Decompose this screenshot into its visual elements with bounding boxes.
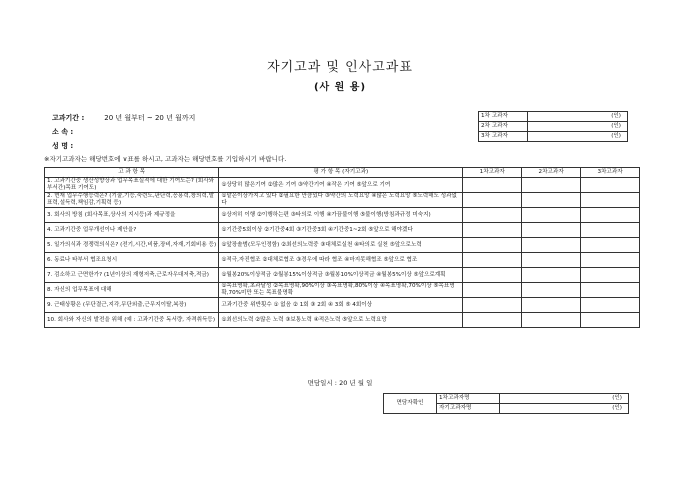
row-criteria: 고과기간중 위반횟수 ① 없음 ② 1회 ③ 2회 ④ 3회 ⑤ 4회이상 [219, 298, 463, 313]
row-criteria: ①상당히 많은기여 ②많은 기여 ③약간기여 ④작은 기여 ⑤앞으로 기여 [219, 178, 463, 193]
score-cell-1[interactable] [463, 193, 522, 208]
score-cell-2[interactable] [522, 238, 581, 253]
score-cell-3[interactable] [581, 283, 640, 298]
score-cell-3[interactable] [581, 208, 640, 223]
reviewer-sign: (인) [528, 112, 628, 122]
row-item: 9. 근태상황은 (무단결근,지각,무단외출,근무지이탈,복장) [45, 298, 219, 313]
table-row [45, 178, 640, 193]
score-cell-2[interactable] [522, 313, 581, 328]
score-cell-1[interactable] [463, 208, 522, 223]
score-cell-2[interactable] [522, 268, 581, 283]
score-cell-3[interactable] [581, 223, 640, 238]
row-criteria: ①월봉20%이상적금 ②월봉15%이상적금 ③월봉10%이상적금 ④월봉5%이상 ⑤앞으로계획 [219, 268, 463, 283]
interview-row [384, 394, 629, 404]
score-cell-1[interactable] [463, 178, 522, 193]
row-item: 2. 현재 업무수행능력은? (기술,기능,숙련도,판단력,응용력,창의력,발표력,설득력,책임감,기획력 등) [45, 193, 219, 208]
instruction-notice: ※자기고과자는 해당번호에 ∨표를 하시고, 고과자는 해당번호를 기입하시기 바랍니다. [44, 155, 287, 163]
header-reviewer-1: 1차고과자 [463, 168, 522, 178]
name-label: 성 명 : [52, 142, 74, 150]
score-cell-2[interactable] [522, 208, 581, 223]
header-reviewer-2: 2차고과자 [522, 168, 581, 178]
row-item: 1. 고과기간중 생산성향상과 업무목표실적에 대한 기여도는? (회사와 부서간)목표 기여도) [45, 178, 219, 193]
interview-date: 면담일시 : 20 년 월 일 [307, 379, 373, 387]
header-criteria: 평 가 항 목 (자기고과) [219, 168, 463, 178]
score-cell-2[interactable] [522, 193, 581, 208]
header-reviewer-3: 3차고과자 [581, 168, 640, 178]
reviewer-table [478, 111, 628, 142]
score-cell-2[interactable] [522, 283, 581, 298]
row-item: 6. 동료나 타부서 협조요청시 [45, 253, 219, 268]
period-value: 20 년 월부터 ~ 20 년 월까지 [104, 114, 196, 122]
score-cell-3[interactable] [581, 313, 640, 328]
table-row [45, 313, 640, 328]
table-row [45, 268, 640, 283]
reviewer-name: 2차 고과자 [479, 122, 528, 132]
name-field [52, 141, 102, 151]
row-item: 4. 고과기간중 업무개선이나 제안을? [45, 223, 219, 238]
row-item: 10. 회사와 자신의 발전을 위해 (예 : 고과기간중 독서량, 자격취득등) [45, 313, 219, 328]
evaluation-table [44, 167, 640, 328]
score-cell-1[interactable] [463, 268, 522, 283]
score-cell-1[interactable] [463, 223, 522, 238]
table-row [45, 238, 640, 253]
score-cell-1[interactable] [463, 238, 522, 253]
period-field [52, 113, 195, 123]
score-cell-1[interactable] [463, 283, 522, 298]
period-label: 고과기간 : [52, 114, 85, 122]
reviewer-row [479, 122, 628, 132]
interview-sign: (인) [500, 404, 629, 414]
row-criteria: ①적극,자진협조 ②대체로협조 ③경우에 따라 협조 ④마지못해협조 ⑤앞으로 협조 [219, 253, 463, 268]
reviewer-sign: (인) [528, 132, 628, 142]
row-criteria: ①기간중5회이상 ②기간중4회 ③기간중3회 ④기간중1~2회 ⑤앞으로 해야겠다 [219, 223, 463, 238]
score-cell-2[interactable] [522, 178, 581, 193]
interview-label: 면담자확인 [384, 394, 437, 414]
score-cell-3[interactable] [581, 253, 640, 268]
interview-name: 자기고과자명 [437, 404, 500, 414]
row-item: 7. 검소하고 근면한가? (1년이상의 재형저축,근로자우대저축,적금) [45, 268, 219, 283]
row-criteria: ①앞장솔범(모두인정함) ②최선의노력중 ③대체로실천 ④타의로 실천 ⑤앞으로노력 [219, 238, 463, 253]
row-criteria: ①목표명확,초과달성 ②목표명확,90%이상 ③목표명확,80%이상 ④목표명확,70%이상 ⑤목표명확,70%미만 또는 목표불명확 [219, 283, 463, 298]
table-row [45, 283, 640, 298]
score-cell-1[interactable] [463, 313, 522, 328]
form-title: 자기고과 및 인사고과표 [267, 60, 413, 75]
score-cell-3[interactable] [581, 178, 640, 193]
reviewer-sign: (인) [528, 122, 628, 132]
interview-sign: (인) [500, 394, 629, 404]
header-row [45, 168, 640, 178]
reviewer-row [479, 112, 628, 122]
reviewer-row [479, 132, 628, 142]
reviewer-name: 1차 고과자 [479, 112, 528, 122]
table-row [45, 223, 640, 238]
interview-table [383, 393, 629, 414]
row-item: 8. 자신의 업무목표에 대해 [45, 283, 219, 298]
table-row [45, 208, 640, 223]
row-criteria: ①맡은이상가지고 있다 ②필요한 만큼있다 ③약간의 노력요망 ④많은 노력요망 ⑤노력해도 성과없다 [219, 193, 463, 208]
row-item: 5. 일가의식과 경쟁력의식은? (전기,시간,비품,장비,자재,기회비용 등) [45, 238, 219, 253]
score-cell-2[interactable] [522, 223, 581, 238]
row-criteria: ①상저히 이행 ②이행하는편 ③타의로 이행 ④가끔불이행 ⑤불이행(방침과규정 미숙지) [219, 208, 463, 223]
reviewer-name: 3차 고과자 [479, 132, 528, 142]
dept-field [52, 127, 102, 137]
dept-label: 소 속 : [52, 128, 74, 136]
table-row [45, 253, 640, 268]
table-row [45, 298, 640, 313]
score-cell-2[interactable] [522, 298, 581, 313]
score-cell-3[interactable] [581, 298, 640, 313]
score-cell-3[interactable] [581, 193, 640, 208]
score-cell-3[interactable] [581, 238, 640, 253]
score-cell-1[interactable] [463, 253, 522, 268]
table-row [45, 193, 640, 208]
interview-name: 1차고과자명 [437, 394, 500, 404]
header-item: 고 과 항 목 [45, 168, 219, 178]
score-cell-2[interactable] [522, 253, 581, 268]
row-item: 3. 회사의 방침 (회사목표,상사의 지시등)과 제규정을 [45, 208, 219, 223]
score-cell-1[interactable] [463, 298, 522, 313]
form-subtitle: (사 원 용) [313, 82, 367, 93]
score-cell-3[interactable] [581, 268, 640, 283]
row-criteria: ①최선의노력 ②많은 노력 ③보통노력 ④적은노력 ⑤앞으로 노력요망 [219, 313, 463, 328]
